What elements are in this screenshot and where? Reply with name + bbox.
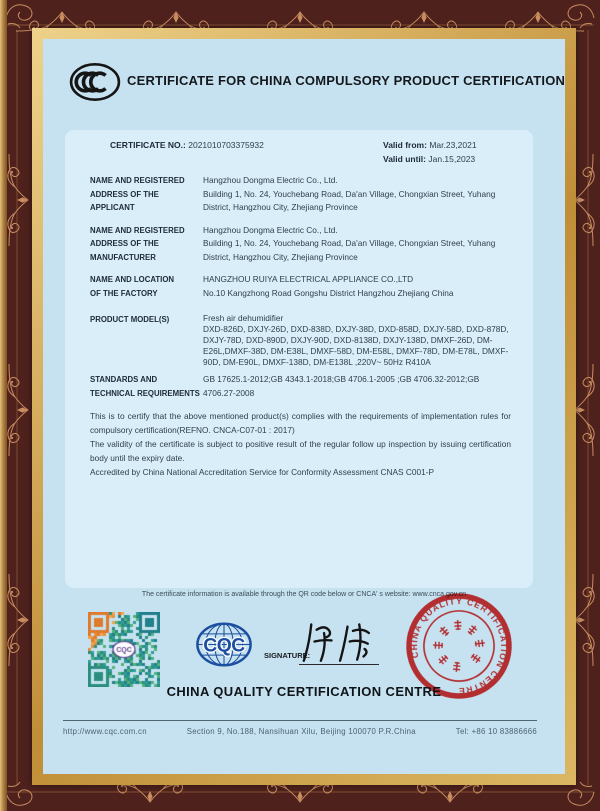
footer — [63, 727, 537, 736]
field-row-applicant: NAME AND REGISTERED ADDRESS OF THE APPLICANT Hangzhou Dongma Electric Co., Ltd. Building 1, No. 24, Youchebang Road, Da'an Village, Chongxian Street, Yuhang District, Hangzhou City, Zhejiang Province — [90, 175, 496, 212]
certificate-number: 2021010703375932 — [188, 140, 264, 150]
certificate-body — [43, 39, 565, 774]
certificate-number-label: CERTIFICATE NO.: — [110, 140, 186, 150]
footer-address: Section 9, No.188, Nansihuan Xilu, Beijing 100070 P.R.China — [186, 727, 416, 736]
gold-frame — [32, 28, 576, 785]
cqc-logo — [195, 621, 253, 668]
field-row-factory: NAME AND LOCATION OF THE FACTORY HANGZHOU RUIYA ELECTRICAL APPLIANCE CO.,LTD No.10 Kangzhong Road Gongshu District Hangzhou Zhejiang China — [90, 274, 454, 298]
field-row-manufacturer: NAME AND REGISTERED ADDRESS OF THE MANUFACTURER Hangzhou Dongma Electric Co., Ltd. Building 1, No. 24, Youchebang Road, Da'an Village, Chongxian Street, Yuhang District, Hangzhou City, Zhejiang Province — [90, 224, 496, 262]
valid-until-date: Jan.15,2023 — [428, 154, 476, 164]
valid-until-label: Valid until: — [383, 154, 426, 164]
field-row-product-models: PRODUCT MODEL(S) Fresh air dehumidifier DXD-826D, DXJY-26D, DXD-838D, DXJY-38D, DXD-858D, DXJY-58D, DXD-878D, DXJY-78D, DXD-890D, DXJY-90D, DXD-8138D, DXJY-138D, DMXF-26D, DM-E26L,DMXF-38D, DM-E38L, DMXF-58D, DM-E58L, DMXF-78D, DM-E78L, DMXF-90D, DM-E90L, DMXF-138D, DM-E138L ,220V~ 50Hz R410A — [90, 313, 509, 367]
validity-paragraph: The validity of the certificate is subject to positive result of the regular follow up inspection by issuing certification body until the expiry date. — [90, 439, 511, 463]
field-row-standards: STANDARDS AND TECHNICAL REQUIREMENTS GB 17625.1-2012;GB 4343.1-2018;GB 4706.1-2005 ;GB 4706.32-2012;GB 4706.27-2008 — [90, 374, 480, 398]
centre-name: CHINA QUALITY CERTIFICATION CENTRE — [166, 684, 442, 699]
qr-code-block — [88, 612, 160, 687]
certify-paragraph: This is to certify that the above mentioned product(s) complies with the requirements of implementation rules for compulsory certification(REFNO. CNCA-C07-01 : 2017) — [90, 411, 511, 435]
footer-divider — [63, 720, 537, 721]
footer-tel: Tel: +86 10 83886666 — [455, 727, 537, 736]
signature-label: SIGNATURE: — [264, 651, 311, 660]
details-panel — [65, 130, 533, 588]
valid-from-date: Mar.23,2021 — [429, 140, 477, 150]
footer-url: http://www.cqc.com.cn — [63, 727, 147, 736]
valid-from-label: Valid from: — [383, 140, 427, 150]
stamp-ring-text: CHINA QUALITY CERTIFICATION CENTRE — [408, 595, 510, 697]
qr-code — [88, 612, 160, 687]
ccc-logo — [69, 62, 121, 102]
page-edge — [0, 0, 7, 811]
certificate-title: CERTIFICATE FOR CHINA COMPULSORY PRODUCT CERTIFICATION — [127, 73, 566, 88]
accreditation-paragraph: Accredited by China National Accreditation Service for Conformity Assessment CNAS C001-P — [90, 467, 435, 477]
qr-info-note: The certificate information is available through the QR code below or CNCA' s website: www.cnca.gov.cn — [141, 591, 467, 598]
cqc-logo-text: CQC — [203, 635, 245, 657]
handwritten-signature — [295, 617, 383, 665]
certificate-number-row — [110, 138, 511, 166]
